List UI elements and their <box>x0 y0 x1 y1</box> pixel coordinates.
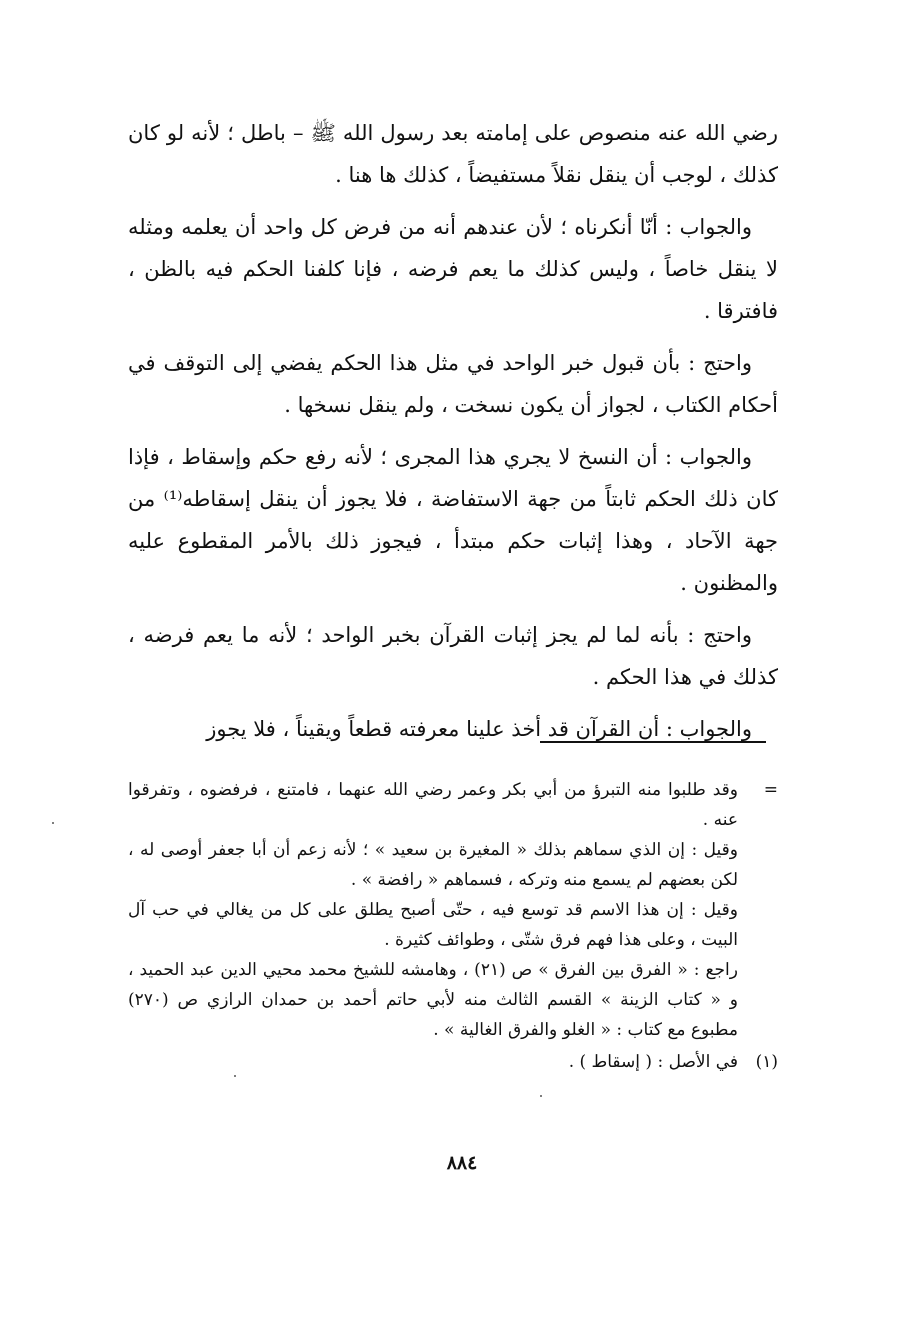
footnote-marker: (١) <box>755 1052 778 1072</box>
scan-speck <box>540 1095 542 1097</box>
footnote-paragraph: في الأصل : ( إسقاط ) . <box>568 1052 738 1072</box>
body-paragraph: واحتج : بأن قبول خبر الواحد في مثل هذا الحكم يفضي إلى التوقف في أحكام الكتاب ، لجواز أن يكون نسخت ، ولم ينقل نسخها . <box>128 351 778 417</box>
footnote-separator-rule <box>540 741 766 743</box>
footnote-paragraph: وقد طلبوا منه التبرؤ من أبي بكر وعمر رضي الله عنهما ، فامتنع ، فرفضوه ، وتفرقوا عنه . <box>128 780 738 830</box>
footnote-1 <box>128 1047 778 1077</box>
body-paragraph: واحتج : بأنه لما لم يجز إثبات القرآن بخبر الواحد ؛ لأنه ما يعم فرضه ، كذلك في هذا الحكم . <box>128 623 778 689</box>
body-paragraph: والجواب : أن القرآن قد أخذ علينا معرفته قطعاً ويقيناً ، فلا يجوز <box>206 717 752 741</box>
body-paragraph: والجواب : أن النسخ لا يجري هذا المجرى ؛ لأنه رفع حكم وإسقاط ، فإذا كان ذلك الحكم ثابتاً من جهة الاستفاضة ، فلا يجوز أن ينقل إسقاطه⁽¹⁾ من جهة الآحاد ، وهذا إثبات حكم مبتدأ ، فيجوز ذلك بالأمر المقطوع عليه والمظنون . <box>128 445 778 595</box>
page-number: ٨٨٤ <box>446 1152 478 1174</box>
footnote-continuation <box>128 775 778 1045</box>
body-paragraph: رضي الله عنه منصوص على إمامته بعد رسول الله ﷺ – باطل ؛ لأنه لو كان كذلك ، لوجب أن ينقل نقلاً مستفيضاً ، كذلك ها هنا . <box>128 121 778 187</box>
footnote-paragraph: وقيل : إن الذي سماهم بذلك « المغيرة بن سعيد » ؛ لأنه زعم أن أبا جعفر أوصى له ، لكن بعضهم لم يسمع منه وتركه ، فسماهم « رافضة » . <box>128 840 738 890</box>
footnote-marker: = <box>763 780 778 800</box>
scan-speck <box>234 1075 236 1077</box>
footnote-paragraph: راجع : « الفرق بين الفرق » ص (٢١) ، وهامشه للشيخ محمد محيي الدين عبد الحميد ، و « كتاب الزينة » القسم الثالث منه لأبي حاتم أحمد بن حمدان الرازي ص (٢٧٠) مطبوع مع كتاب : « الغلو والفرق الغالية » . <box>128 960 738 1040</box>
footnotes-section <box>128 775 778 1079</box>
scan-speck <box>52 822 54 824</box>
main-text-body <box>128 112 778 760</box>
body-paragraph: والجواب : أنّا أنكرناه ؛ لأن عندهم أنه من فرض كل واحد أن يعلمه ومثله لا ينقل خاصاً ، وليس كذلك ما يعم فرضه ، فإنا كلفنا الحكم فيه بالظن ، فافترقا . <box>128 215 778 323</box>
footnote-paragraph: وقيل : إن هذا الاسم قد توسع فيه ، حتّى أصبح يطلق على كل من يغالي في حب آل البيت ، وعلى هذا فهم فرق شتّى ، وطوائف كثيرة . <box>128 900 738 950</box>
